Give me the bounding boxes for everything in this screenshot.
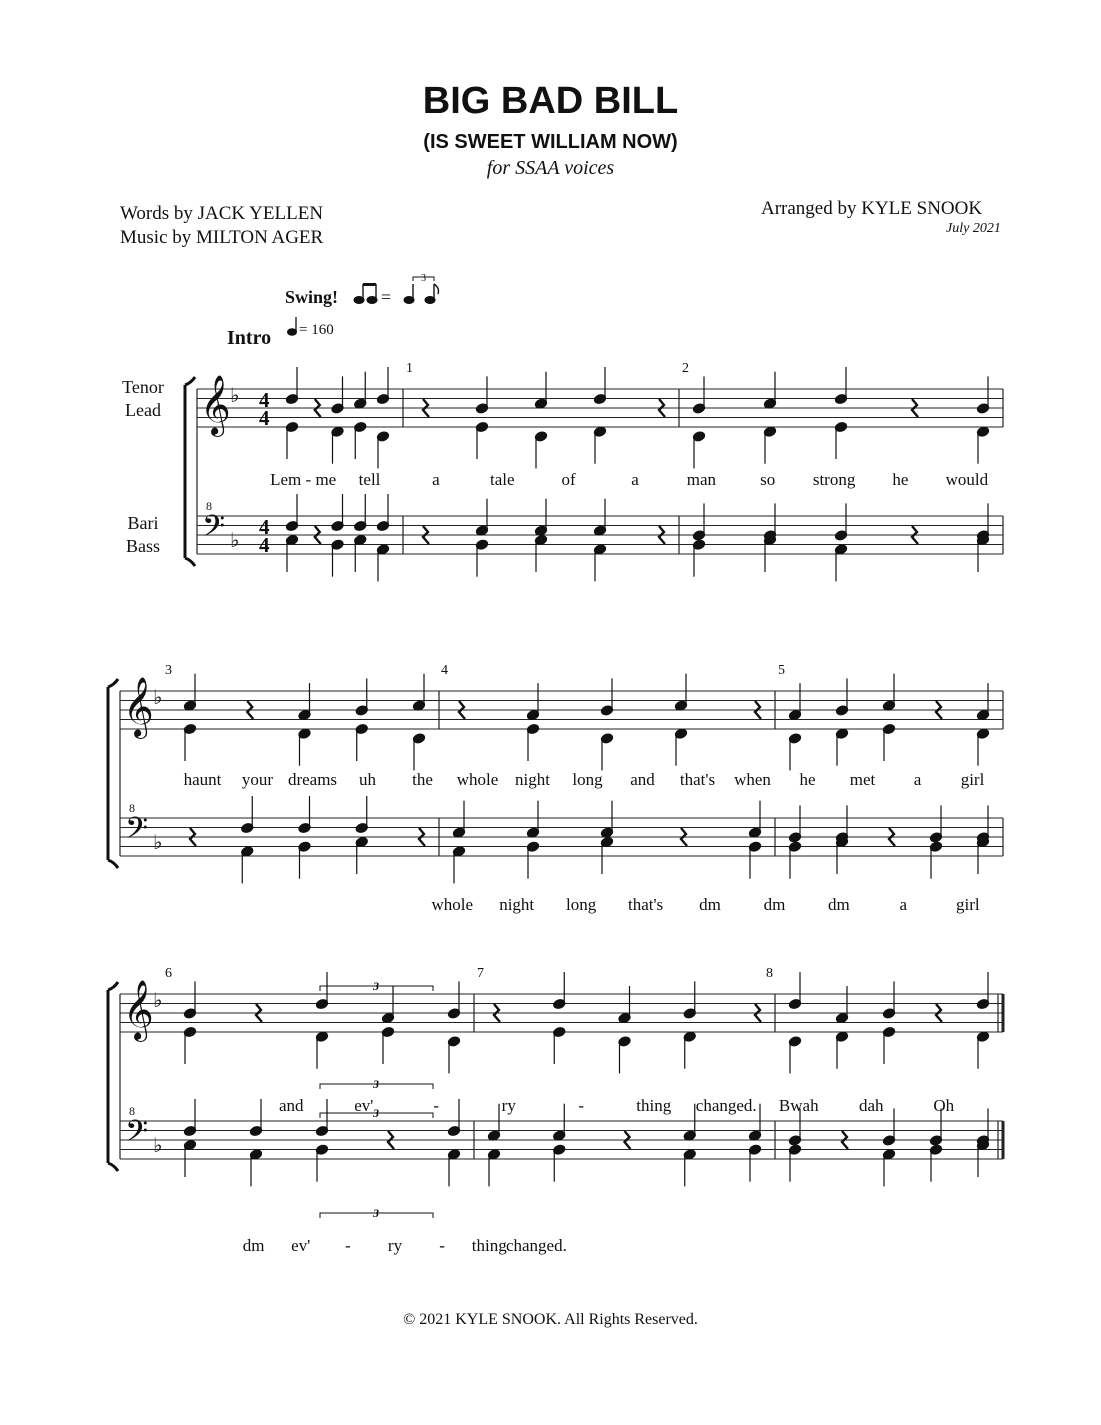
key-flat-icon: ♭ xyxy=(153,830,163,854)
lyric-syllable: thing xyxy=(471,1236,507,1255)
lyric-syllable: changed. xyxy=(505,1236,567,1255)
measure-number: 2 xyxy=(682,361,689,376)
system-2 xyxy=(108,663,1003,914)
song-subtitle: (IS SWEET WILLIAM NOW) xyxy=(423,131,678,153)
swing-notation-icon xyxy=(354,273,439,307)
lyric-syllable: strong xyxy=(812,470,856,489)
lyric-syllable: would xyxy=(945,470,989,489)
time-signature-icon: 4 xyxy=(259,406,270,430)
lyric-syllable: he xyxy=(799,770,816,789)
measure-number: 5 xyxy=(778,663,785,678)
tempo-quarter-note-icon xyxy=(288,317,297,335)
lyric-syllable: the xyxy=(412,770,433,789)
svg-text:8: 8 xyxy=(206,499,212,513)
lyric-syllable: a xyxy=(899,895,908,914)
lyric-syllable: night xyxy=(515,770,550,789)
lyric-syllable: ry xyxy=(387,1236,403,1255)
treble-clef-icon: 𝄞 xyxy=(200,375,231,435)
tempo-marking: = 160 xyxy=(299,322,334,338)
system-bracket xyxy=(185,377,195,566)
lyric-syllable: a xyxy=(631,470,639,489)
lyric-syllable: girl xyxy=(955,895,980,914)
lyric-syllable: when xyxy=(734,770,771,789)
svg-text:=: = xyxy=(381,287,392,307)
copyright-notice: © 2021 KYLE SNOOK. All Rights Reserved. xyxy=(403,1311,698,1328)
lyric-syllable: dah xyxy=(858,1096,884,1115)
system-bracket xyxy=(108,982,118,1171)
system-3 xyxy=(108,966,1003,1255)
lyric-syllable: dreams xyxy=(287,770,338,789)
key-flat-icon: ♭ xyxy=(153,1133,163,1157)
lyric-syllable: whole xyxy=(456,770,499,789)
lyric-syllable: - xyxy=(433,1096,440,1115)
lyric-syllable: a xyxy=(913,770,922,789)
lyric-syllable: long xyxy=(565,895,597,914)
key-flat-icon: ♭ xyxy=(153,988,163,1012)
lyric-syllable: that's xyxy=(679,770,716,789)
measure-number: 8 xyxy=(766,966,773,981)
lyric-syllable: and xyxy=(278,1096,304,1115)
lyric-syllable: dm xyxy=(242,1236,265,1255)
lyric-syllable: whole xyxy=(431,895,473,914)
tuplet-number: 3 xyxy=(373,1106,379,1120)
lyric-syllable: dm xyxy=(699,895,721,914)
bass-clef-icon: 𝄢 xyxy=(202,510,226,551)
lower-staff-name-line2: Bass xyxy=(125,536,160,556)
time-signature-icon: 4 xyxy=(259,533,270,557)
section-label: Intro xyxy=(227,327,272,349)
lyricist-credit: Words by JACK YELLEN xyxy=(120,203,324,224)
treble-clef-icon: 𝄞 xyxy=(123,980,154,1040)
upper-staff-name-line2: Lead xyxy=(125,400,161,420)
bass-clef-icon: 𝄢 xyxy=(125,1115,149,1156)
lyric-syllable: ry xyxy=(501,1096,516,1115)
tuplet-number: 3 xyxy=(373,1206,379,1220)
lyric-syllable: man xyxy=(686,470,717,489)
treble-clef-icon: 𝄞 xyxy=(123,677,154,737)
measure-number: 3 xyxy=(165,663,172,678)
svg-text:8: 8 xyxy=(129,1104,135,1118)
lyric-syllable: - xyxy=(439,1236,445,1255)
lyric-syllable: changed. xyxy=(695,1096,757,1115)
lyric-syllable: ev' xyxy=(291,1236,311,1255)
lyric-syllable: tell xyxy=(358,470,381,489)
arranger-credit: Arranged by KYLE SNOOK xyxy=(761,198,983,219)
time-signature-icon: 4 xyxy=(259,388,270,412)
lyric-syllable: tale xyxy=(489,470,515,489)
swing-label: Swing! xyxy=(285,287,339,307)
arrangement-date: July 2021 xyxy=(946,221,1001,236)
key-flat-icon: ♭ xyxy=(230,383,240,407)
upper-staff-name-line1: Tenor xyxy=(122,377,164,397)
lyric-syllable: night xyxy=(499,895,535,914)
lower-staff-name-line1: Bari xyxy=(127,513,159,533)
system-1 xyxy=(185,361,1003,581)
lyric-syllable: he xyxy=(892,470,909,489)
lyric-syllable: thing xyxy=(636,1096,672,1115)
tuplet-number: 3 xyxy=(373,1077,379,1091)
system-bracket xyxy=(108,679,118,868)
lyric-syllable: your xyxy=(241,770,274,789)
time-signature-icon: 4 xyxy=(259,515,270,539)
svg-text:3: 3 xyxy=(421,273,426,284)
lyric-syllable: dm xyxy=(763,895,786,914)
voicing: for SSAA voices xyxy=(486,157,615,179)
lyric-syllable: Lem - me xyxy=(270,470,337,489)
lyric-syllable: met xyxy=(849,770,876,789)
measure-number: 7 xyxy=(477,966,484,981)
lyric-syllable: so xyxy=(760,470,776,489)
lyric-syllable: haunt xyxy=(183,770,222,789)
measure-number: 1 xyxy=(406,361,413,376)
lyric-syllable: - xyxy=(345,1236,351,1255)
lyric-syllable: Oh xyxy=(933,1096,955,1115)
lyric-syllable: - xyxy=(578,1096,585,1115)
lyric-syllable: dm xyxy=(828,895,850,914)
key-flat-icon: ♭ xyxy=(230,528,240,552)
lyric-syllable: ev' xyxy=(354,1096,374,1115)
lyric-syllable: that's xyxy=(627,895,664,914)
score-systems xyxy=(108,361,1003,1255)
tuplet-number: 3 xyxy=(373,979,379,993)
lyric-syllable: and xyxy=(630,770,655,789)
svg-text:8: 8 xyxy=(129,801,135,815)
lyric-syllable: girl xyxy=(960,770,985,789)
measure-number: 6 xyxy=(165,966,172,981)
lyric-syllable: a xyxy=(432,470,440,489)
lyric-syllable: of xyxy=(561,470,576,489)
lyric-syllable: long xyxy=(572,770,603,789)
song-title: BIG BAD BILL xyxy=(422,80,679,122)
measure-number: 4 xyxy=(441,663,448,678)
bass-clef-icon: 𝄢 xyxy=(125,812,149,853)
key-flat-icon: ♭ xyxy=(153,685,163,709)
composer-credit: Music by MILTON AGER xyxy=(120,227,324,248)
lyric-syllable: Bwah xyxy=(778,1096,819,1115)
lyric-syllable: uh xyxy=(359,770,376,789)
